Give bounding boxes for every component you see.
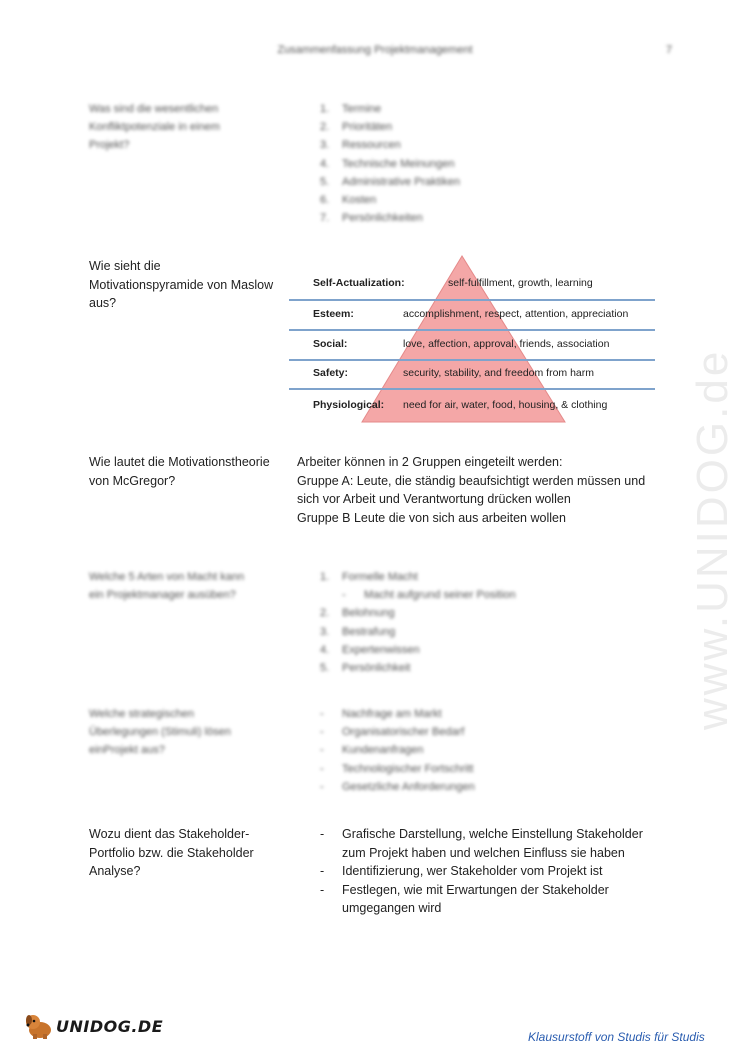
- power-list: [320, 568, 516, 677]
- list-item: - Festlegen, wie mit Erwartungen der Stakeholder umgegangen wird: [320, 882, 609, 915]
- question-line: Welche 5 Arten von Macht kann: [89, 571, 245, 583]
- question-line: Motivationspyramide von Maslow: [89, 277, 274, 292]
- level-label: Esteem:: [313, 308, 354, 320]
- watermark: www.UNIDOG.de: [688, 348, 737, 730]
- level-label: Social:: [313, 338, 348, 350]
- footer-slogan: Klausurstoff von Studis für Studis: [528, 1030, 705, 1044]
- list-item: - Gesetzliche Anforderungen: [320, 780, 475, 793]
- list-item: - Grafische Darstellung, welche Einstellung Stakeholder zum Projekt haben und welchen Einfluss sie haben: [320, 827, 643, 860]
- dog-mascot-icon: [24, 1012, 54, 1040]
- question-line: einProjekt aus?: [89, 744, 165, 756]
- brand-name: UNIDOG.DE: [56, 1016, 164, 1036]
- question-strategic-stimuli: [89, 705, 279, 759]
- footer-logo: [24, 1012, 163, 1040]
- level-description: need for air, water, food, housing, & clothing: [403, 399, 608, 411]
- list-item: - Identifizierung, wer Stakeholder vom Projekt ist: [320, 864, 603, 878]
- stakeholder-list: [320, 825, 660, 918]
- list-item: 1. Formelle Macht: [320, 571, 418, 583]
- level-description: love, affection, approval, friends, association: [403, 338, 610, 350]
- question-line: Wie sieht die: [89, 259, 161, 273]
- list-item: 7. Persönlichkeiten: [320, 212, 423, 225]
- list-item: - Technologischer Fortschritt: [320, 762, 474, 775]
- list-item: 3. Bestrafung: [320, 625, 396, 638]
- conflict-list: [320, 100, 460, 227]
- answer-line: Gruppe B Leute die von sich aus arbeiten wollen: [297, 510, 566, 525]
- maslow-pyramid: [289, 250, 655, 426]
- question-line: Projekt?: [89, 139, 130, 151]
- question-line: Wie lautet die Motivationstheorie: [89, 455, 270, 469]
- list-subitem: - Macht aufgrund seiner Position: [342, 589, 516, 602]
- level-description: accomplishment, respect, attention, appreciation: [403, 308, 629, 320]
- list-item: 3. Ressourcen: [320, 139, 401, 152]
- question-line: Konfliktpotenziale in einem: [89, 121, 220, 133]
- question-line: Was sind die wesentlichen: [89, 103, 219, 115]
- list-item: - Organisatorischer Bedarf: [320, 726, 465, 739]
- page-number: 7: [666, 44, 673, 56]
- list-item: 5. Persönlichkeit: [320, 662, 411, 675]
- question-line: Überlegungen (Stimuli) lösen: [89, 726, 231, 738]
- question-maslow: [89, 257, 279, 313]
- question-stakeholder: [89, 825, 279, 881]
- list-item: 4. Expertenwissen: [320, 643, 420, 656]
- question-line: Analyse?: [89, 864, 141, 878]
- level-description: self-fulfillment, growth, learning: [448, 277, 593, 289]
- list-item: 4. Technische Meinungen: [320, 157, 455, 170]
- list-item: - Kundenanfragen: [320, 744, 424, 757]
- question-conflict-potential: [89, 100, 279, 154]
- question-line: von McGregor?: [89, 473, 176, 488]
- answer-mcgregor: [297, 453, 667, 527]
- question-line: Welche strategischen: [89, 708, 194, 720]
- question-line: Portfolio bzw. die Stakeholder: [89, 845, 254, 860]
- answer-line: Gruppe A: Leute, die ständig beaufsichtigt werden müssen und: [297, 473, 646, 488]
- question-mcgregor: [89, 453, 279, 490]
- question-power-types: [89, 568, 279, 604]
- level-label: Safety:: [313, 367, 349, 379]
- list-item: 2. Belohnung: [320, 607, 395, 620]
- header-title: Zusammenfassung Projektmanagement: [277, 44, 473, 56]
- list-item: 6. Kosten: [320, 194, 377, 207]
- list-item: 5. Administrative Praktiken: [320, 175, 460, 188]
- question-line: aus?: [89, 296, 117, 310]
- level-label: Self-Actualization:: [313, 277, 405, 289]
- level-description: security, stability, and freedom from harm: [403, 367, 595, 379]
- question-line: Wozu dient das Stakeholder-: [89, 827, 250, 841]
- list-item: - Nachfrage am Markt: [320, 708, 442, 720]
- level-label: Physiological:: [313, 399, 385, 411]
- answer-line: Arbeiter können in 2 Gruppen eingeteilt werden:: [297, 455, 563, 469]
- list-item: 1. Termine: [320, 103, 382, 115]
- stimuli-list: [320, 705, 475, 796]
- answer-line: sich vor Arbeit und Verantwortung drücken wollen: [297, 492, 571, 506]
- list-item: 2. Prioritäten: [320, 121, 393, 134]
- question-line: ein Projektmanager ausüben?: [89, 589, 236, 601]
